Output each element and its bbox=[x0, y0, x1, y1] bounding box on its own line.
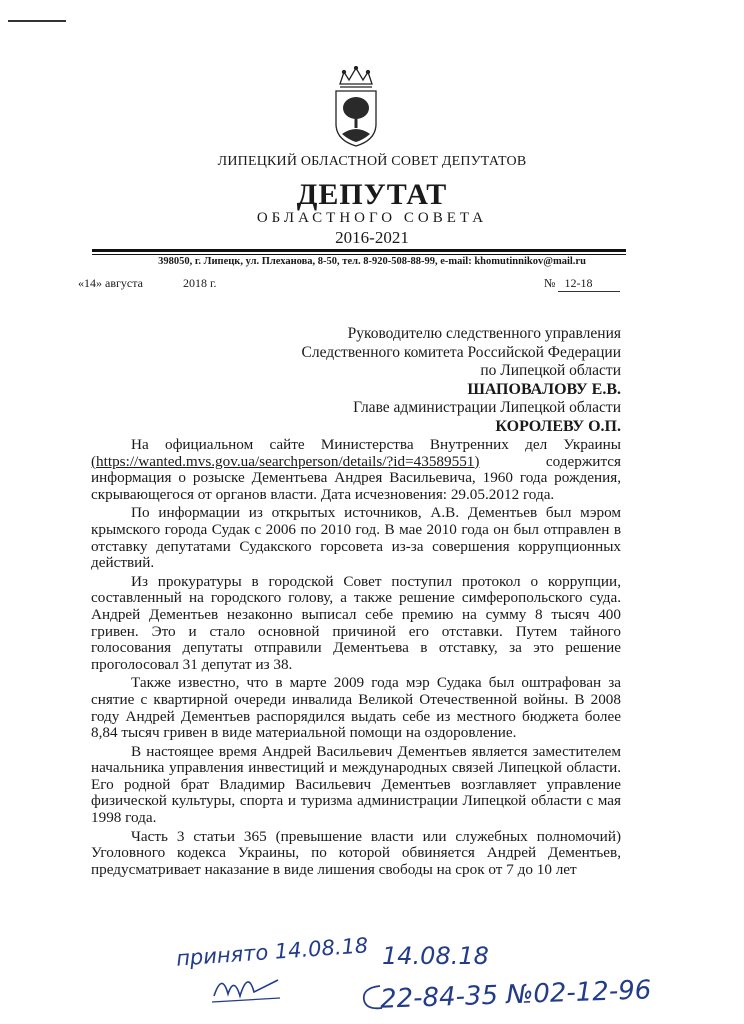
council-name: ЛИПЕЦКИЙ ОБЛАСТНОЙ СОВЕТ ДЕПУТАТОВ bbox=[217, 154, 527, 169]
source-link[interactable]: (https://wanted.mvs.gov.ua/searchperson/details/?id=43589551) bbox=[91, 452, 480, 470]
document-title: ДЕПУТАТ bbox=[296, 178, 448, 211]
addressee-name: ШАПОВАЛОВУ Е.В. bbox=[467, 380, 621, 398]
scan-artifact-line bbox=[8, 20, 66, 22]
addressee-line: Руководителю следственного управления bbox=[347, 325, 621, 342]
handwritten-date: 14.08.18 bbox=[382, 942, 489, 970]
body-paragraph: Из прокуратуры в городской Совет поступил протокол о коррупции, составленный на городского голову, а также решение симферопольского суда. Андрей Дементьев незаконно выписал себе премию на сумму 8 тысяч 400 гривен. Это и стало основной причиной его отставки. Путем тайного голосования депутаты отправили Дементьева в отставку, за это решение проголосовал 31 депутат из 38. bbox=[91, 572, 621, 673]
handwritten-resolution: принято 14.08.18 bbox=[175, 933, 369, 971]
letter-number bbox=[544, 276, 620, 292]
addressee-line: по Липецкой области bbox=[480, 362, 621, 379]
addressee-name: КОРОЛЕВУ О.П. bbox=[495, 417, 621, 435]
addressee-block bbox=[302, 325, 621, 436]
number-label: № bbox=[544, 276, 556, 290]
contact-address: 398050, г. Липецк, ул. Плеханова, 8-50, тел. 8-920-508-88-99, e-mail: khomutinnikov@mail.ru bbox=[158, 256, 586, 267]
handwritten-registration-number: 22-84-35 №02-12-96 bbox=[379, 975, 652, 1015]
letter-date bbox=[78, 276, 217, 291]
body-paragraph: Часть 3 статьи 365 (превышение власти или служебных полномочий) Уголовного кодекса Украины, по которой обвиняется Андрей Дементьев, предусматривает наказание в виде лишения свободы на срок от 7 до 10 лет bbox=[91, 827, 621, 878]
addressee-line: Главе администрации Липецкой области bbox=[353, 399, 621, 416]
body-paragraph: По информации из открытых источников, А.В. Дементьев был мэром крымского города Судак с 2006 по 2010 год. В мае 2010 года он был отправлен в отставку депутатами Судакского горсовета из-за совершения коррупционных действий. bbox=[91, 504, 621, 572]
document-subtitle: ОБЛАСТНОГО СОВЕТА bbox=[256, 210, 488, 226]
header-divider bbox=[92, 249, 626, 252]
signature-icon bbox=[208, 966, 288, 1006]
header-divider-thin bbox=[92, 254, 626, 255]
date-day-month: «14» августа bbox=[78, 276, 143, 290]
number-value: 12-18 bbox=[558, 276, 620, 292]
coat-of-arms-icon bbox=[330, 66, 382, 148]
term-years: 2016-2021 bbox=[335, 228, 409, 247]
body-paragraph: Также известно, что в марте 2009 года мэр Судака был оштрафован за снятие с квартирной очереди инвалида Великой Отечественной войны. В 2008 году Андрей Дементьев распорядился выдать себе из местного бюджета более 8,84 тысяч гривен в виде материальной помощи на оздоровление. bbox=[91, 674, 621, 742]
addressee-line: Следственного комитета Российской Федерации bbox=[301, 343, 621, 361]
date-year: 2018 г. bbox=[182, 276, 217, 290]
letter-body bbox=[91, 437, 621, 880]
body-paragraph: В настоящее время Андрей Васильевич Дементьев является заместителем начальника управления инвестиций и международных связей Липецкой области. Его родной брат Владимир Васильевич Дементьев возглавляет управление физической культуры, спорта и туризма администрации Липецкой области с мая 1998 года. bbox=[91, 742, 621, 827]
body-paragraph: На официальном сайте Министерства Внутренних дел Украины (https://wanted.mvs.gov.ua/searchperson/details/?id=43589551) содержится информация о розыске Дементьева Андрея Васильевича, 1960 года рождения, скрывающегося от органов власти. Дата исчезновения: 29.05.2012 года. bbox=[91, 436, 621, 503]
